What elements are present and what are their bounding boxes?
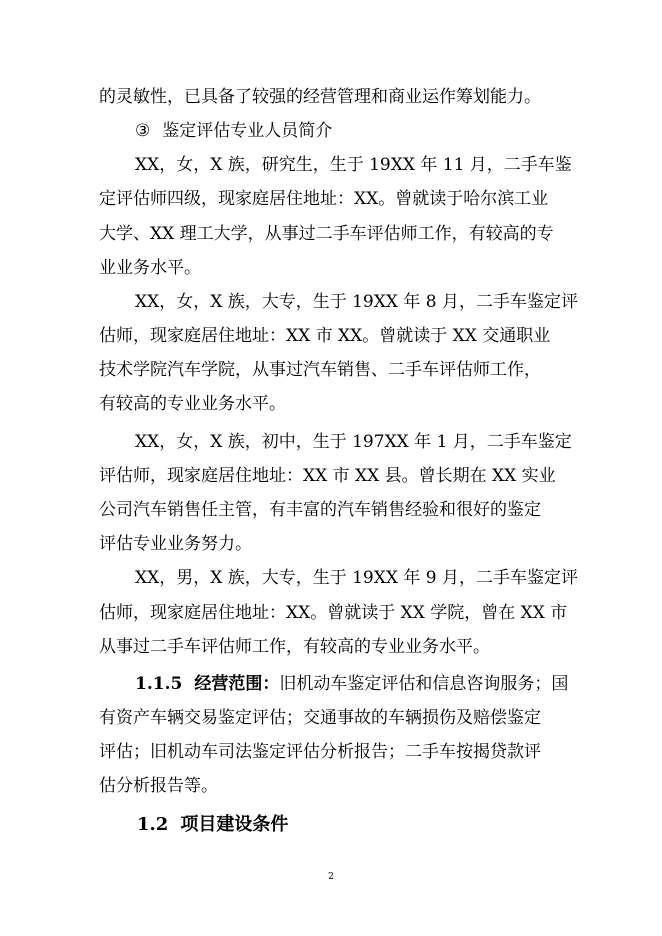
section-heading [137, 812, 288, 838]
section-number: 1.1.5 [135, 674, 183, 694]
text-line: 有资产车辆交易鉴定评估；交通事故的车辆损伤及赔偿鉴定 [99, 708, 541, 728]
text-line: 业业务水平。 [99, 258, 201, 278]
heading-title: 项目建设条件 [180, 814, 289, 835]
text-line: 技术学院汽车学院，从事过汽车销售、二手车评估师工作， [99, 360, 541, 380]
text-line: XX，男，X 族，大专，生于 19XX 年 9 月，二手车鉴定评 [135, 568, 578, 588]
section-line [135, 672, 568, 698]
text-line: 估分析报告等。 [99, 776, 218, 796]
text-line: 大学、XX 理工大学，从事过二手车评估师工作，有较高的专 [99, 224, 554, 244]
text-line: 定评估师四级，现家庭居住地址：XX。曾就读于哈尔滨工业 [99, 189, 549, 209]
list-item [135, 119, 332, 145]
list-item-label: 鉴定评估专业人员简介 [162, 121, 333, 141]
text-line: 评估；旧机动车司法鉴定评估分析报告；二手车按揭贷款评 [99, 742, 541, 762]
section-text: 旧机动车鉴定评估和信息咨询服务；国 [279, 674, 569, 694]
text-line: XX，女，X 族，初中，生于 197XX 年 1 月，二手车鉴定 [135, 432, 572, 452]
heading-number: 1.2 [137, 814, 169, 835]
text-line: XX，女，X 族，大专，生于 19XX 年 8 月，二手车鉴定评 [135, 292, 578, 312]
text-line: 评估专业业务努力。 [99, 534, 252, 554]
text-line: 从事过二手车评估师工作，有较高的专业业务水平。 [99, 637, 490, 657]
text-line: 估师，现家庭居住地址：XX 市 XX。曾就读于 XX 交通职业 [99, 326, 551, 346]
text-line: 的灵敏性，已具备了较强的经营管理和商业运作筹划能力。 [99, 87, 541, 107]
text-line: 有较高的专业业务水平。 [99, 394, 286, 414]
text-line: 估师，现家庭居住地址：XX。曾就读于 XX 学院，曾在 XX 市 [99, 603, 568, 623]
page-number: 2 [328, 872, 334, 882]
text-line: 评估师，现家庭居住地址：XX 市 XX 县。曾长期在 XX 实业 [99, 466, 556, 486]
text-line: XX，女，X 族，研究生，生于 19XX 年 11 月，二手车鉴 [135, 155, 572, 175]
list-number: ③ [135, 121, 151, 141]
text-line: 公司汽车销售任主管，有丰富的汽车销售经验和很好的鉴定 [99, 500, 541, 520]
section-label: 经营范围： [194, 674, 280, 694]
